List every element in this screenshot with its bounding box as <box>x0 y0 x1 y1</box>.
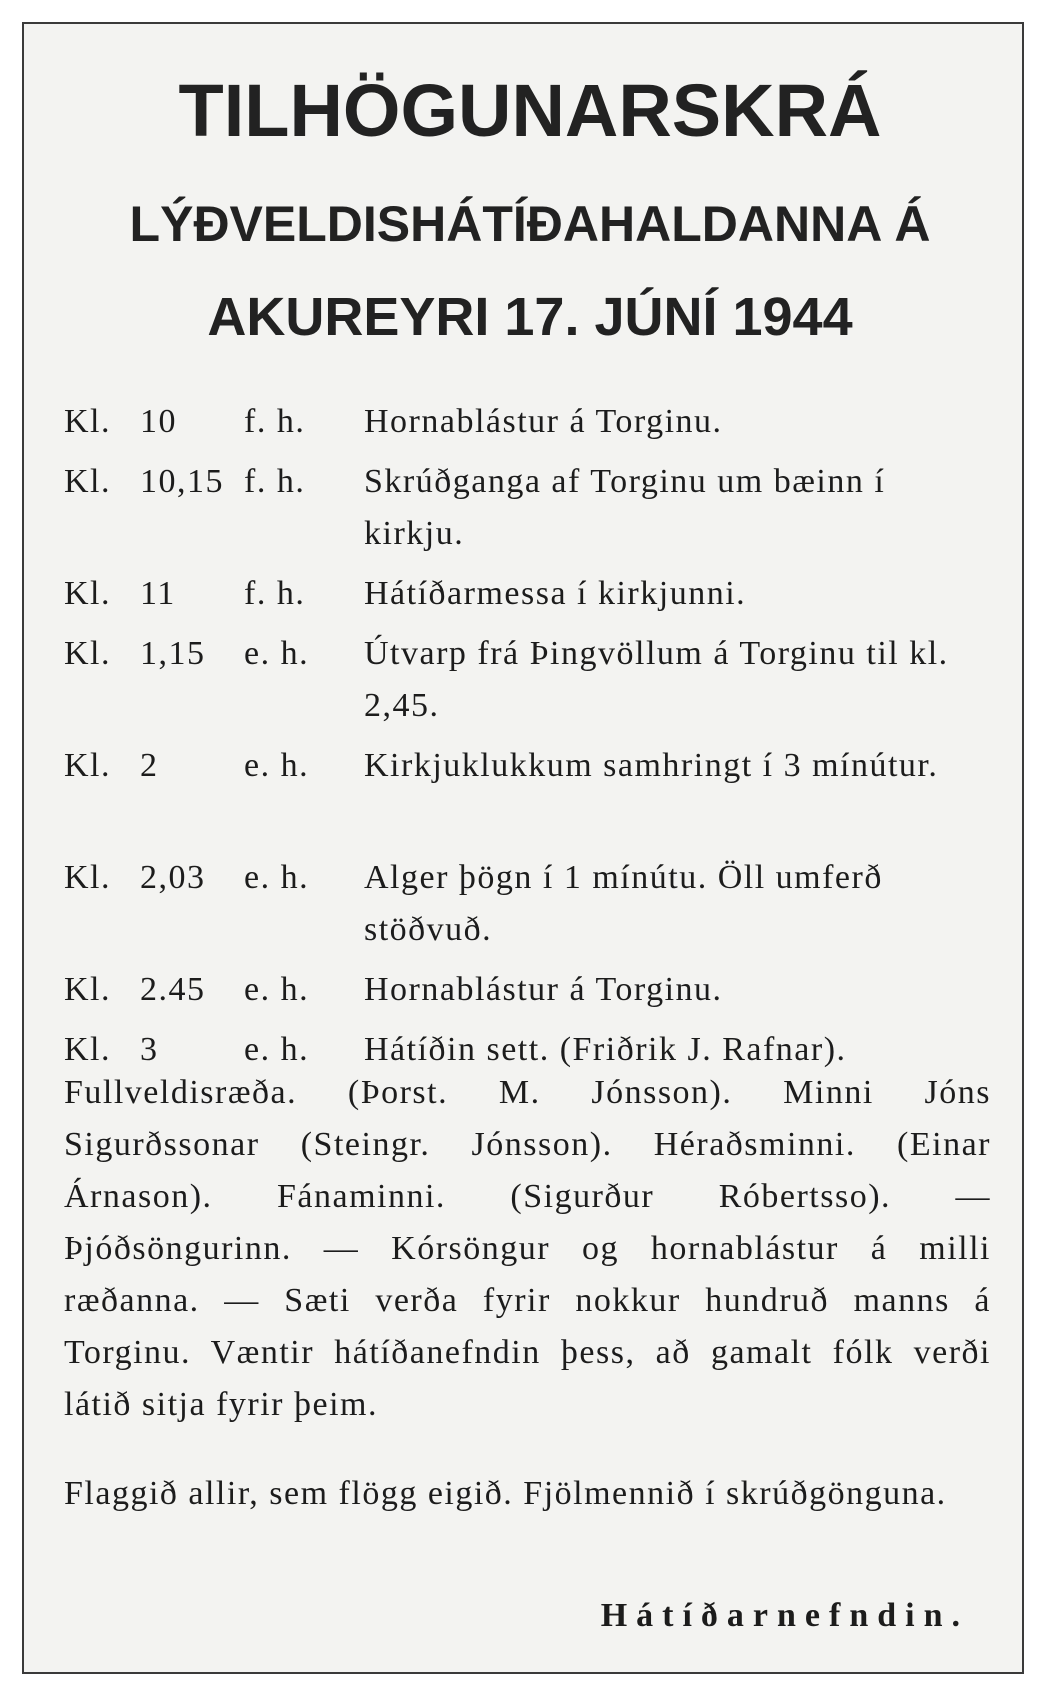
schedule-kl: Kl. <box>64 635 111 672</box>
schedule-kl: Kl. <box>64 1031 111 1068</box>
schedule-ampm: f. h. <box>244 403 306 440</box>
schedule-desc: Alger þögn í 1 mínútu. Öll umferð stöðvuð. <box>364 859 883 948</box>
schedule-ampm: e. h. <box>244 1031 310 1068</box>
schedule-desc: Skrúðganga af Torginu um bæinn í kirkju. <box>364 463 886 552</box>
schedule-ampm: e. h. <box>244 971 310 1008</box>
schedule-row <box>64 964 1014 1024</box>
schedule-time: 10,15 <box>140 463 224 500</box>
schedule-row <box>64 396 1014 456</box>
schedule-row <box>64 852 1014 964</box>
signature: Hátíðarnefndin. <box>600 1597 969 1634</box>
schedule-time: 3 <box>140 1031 159 1068</box>
schedule-row <box>64 456 1014 568</box>
schedule-ampm: e. h. <box>244 747 310 784</box>
schedule-desc: Kirkjuklukkum samhringt í 3 mínútur. <box>364 747 939 784</box>
schedule-kl: Kl. <box>64 575 111 612</box>
schedule-row <box>64 740 1014 852</box>
schedule-ampm: e. h. <box>244 635 310 672</box>
schedule-desc: Hornablástur á Torginu. <box>364 403 723 440</box>
schedule-time: 10 <box>140 403 177 440</box>
schedule-kl: Kl. <box>64 971 111 1008</box>
poster-place-date: AKUREYRI 17. JÚNÍ 1944 <box>207 287 853 347</box>
schedule-ampm: f. h. <box>244 463 306 500</box>
schedule-time: 1,15 <box>140 635 206 672</box>
closing-paragraph: Flaggið allir, sem flögg eigið. Fjölmennið í skrúðgönguna. <box>64 1475 947 1512</box>
schedule-kl: Kl. <box>64 859 111 896</box>
schedule-row <box>64 628 1014 740</box>
schedule-kl: Kl. <box>64 403 111 440</box>
poster-subtitle: LÝÐVELDISHÁTÍÐAHALDANNA Á <box>129 196 931 252</box>
schedule-kl: Kl. <box>64 747 111 784</box>
schedule-time: 2,03 <box>140 859 206 896</box>
schedule-kl: Kl. <box>64 463 111 500</box>
schedule-row <box>64 568 1014 628</box>
schedule-ampm: e. h. <box>244 859 310 896</box>
schedule-time: 2 <box>140 747 159 784</box>
schedule-list <box>64 396 1014 1084</box>
schedule-desc: Útvarp frá Þingvöllum á Torginu til kl. 2,45. <box>364 635 949 724</box>
schedule-ampm: f. h. <box>244 575 306 612</box>
schedule-desc: Hátíðin sett. (Friðrik J. Rafnar). <box>364 1031 847 1068</box>
schedule-time: 2.45 <box>140 971 206 1008</box>
program-paragraph: Fullveldisræða. (Þorst. M. Jónsson). Minni Jóns Sigurðssonar (Steingr. Jónsson). Héraðsminni. (Einar Árnason). Fánaminni. (Sigurður Róbertsso). — Þjóðsöngurinn. — Kórsöngur og hornablástur á milli ræðanna. — Sæti verða fyrir nokkur hundruð manns á Torginu. Væntir hátíðanefndin þess, að gamalt fólk verði látið sitja fyrir þeim. <box>64 1074 991 1423</box>
poster-title: TILHÖGUNARSKRÁ <box>178 69 882 152</box>
schedule-desc: Hátíðarmessa í kirkjunni. <box>364 575 747 612</box>
schedule-time: 11 <box>140 575 176 612</box>
schedule-desc: Hornablástur á Torginu. <box>364 971 723 1008</box>
poster-page <box>22 22 1024 1674</box>
